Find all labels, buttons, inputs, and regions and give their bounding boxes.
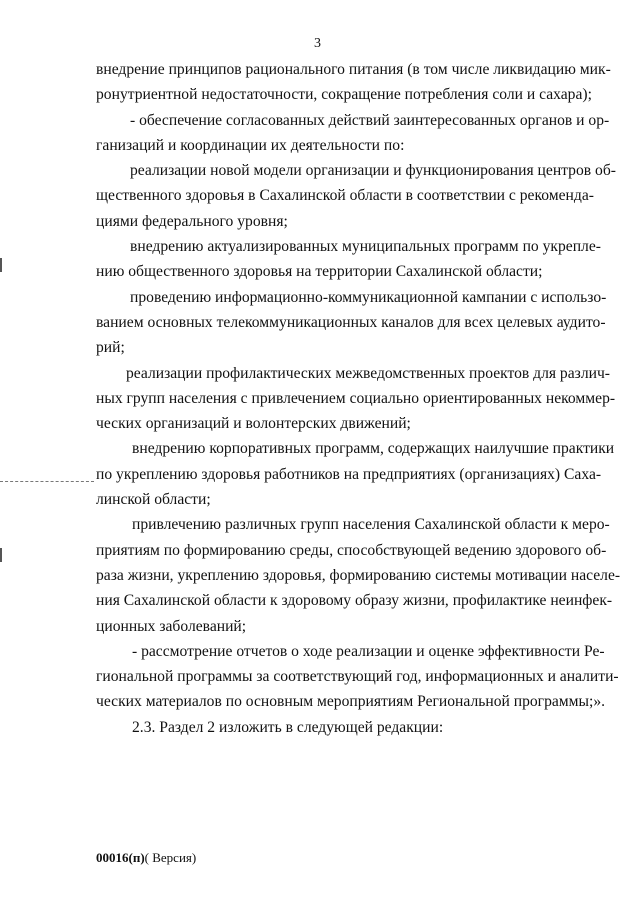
- text-line: рий;: [96, 339, 125, 357]
- text-line: 2.3. Раздел 2 изложить в следующей редакции:: [132, 718, 444, 736]
- text-line: гиональной программы за соответствующий год, информационных и аналити-: [96, 668, 619, 686]
- document-code: [96, 850, 196, 866]
- document-version: ( Версия): [144, 850, 197, 865]
- text-line: ческих организаций и волонтерских движений;: [96, 415, 411, 433]
- text-line: по укреплению здоровья работников на предприятиях (организациях) Саха-: [96, 465, 602, 483]
- text-line: привлечению различных групп населения Сахалинской области к меро-: [132, 516, 610, 534]
- scan-margin-mark: [0, 258, 2, 272]
- document-code-number: 00016(п): [96, 850, 145, 865]
- text-line: приятиям по формированию среды, способствующей ведению здорового об-: [96, 541, 607, 559]
- text-line: реализации профилактических межведомственных проектов для различ-: [126, 364, 610, 382]
- text-line: ния Сахалинской области к здоровому образу жизни, профилактике неинфек-: [96, 592, 613, 610]
- text-line: циями федерального уровня;: [96, 212, 288, 230]
- text-line: реализации новой модели организации и функционирования центров об-: [130, 162, 616, 180]
- text-line: ганизаций и координации их деятельности по:: [96, 136, 405, 154]
- text-line: линской области;: [96, 491, 211, 509]
- document-body: [96, 57, 621, 740]
- page-number: 3: [314, 36, 321, 51]
- text-line: внедрению актуализированных муниципальных программ по укрепле-: [130, 238, 601, 256]
- text-line: раза жизни, укреплению здоровья, формированию системы мотивации населе-: [96, 566, 621, 584]
- scan-margin-mark: [0, 548, 2, 562]
- text-line: внедрение принципов рационального питания (в том числе ликвидацию мик-: [96, 61, 611, 78]
- text-line: ванием основных телекоммуникационных каналов для всех целевых аудито-: [96, 313, 606, 331]
- text-line: щественного здоровья в Сахалинской области в соответствии с рекоменда-: [96, 187, 594, 205]
- text-line: нию общественного здоровья на территории Сахалинской области;: [96, 263, 543, 281]
- text-line: ных групп населения с привлечением социально ориентированных некоммер-: [96, 389, 616, 407]
- scan-margin-line: [0, 481, 94, 482]
- text-line: ронутриентной недостаточности, сокращение потребления соли и сахара);: [96, 86, 592, 104]
- text-line: ческих материалов по основным мероприятиям Региональной программы;».: [96, 693, 606, 711]
- text-line: ционных заболеваний;: [96, 617, 247, 635]
- text-line: внедрению корпоративных программ, содержащих наилучшие практики: [132, 440, 615, 458]
- text-line: - обеспечение согласованных действий заинтересованных органов и ор-: [130, 111, 610, 129]
- text-line: проведению информационно-коммуникационной кампании с использо-: [130, 288, 607, 306]
- text-line: - рассмотрение отчетов о ходе реализации и оценке эффективности Ре-: [132, 642, 605, 660]
